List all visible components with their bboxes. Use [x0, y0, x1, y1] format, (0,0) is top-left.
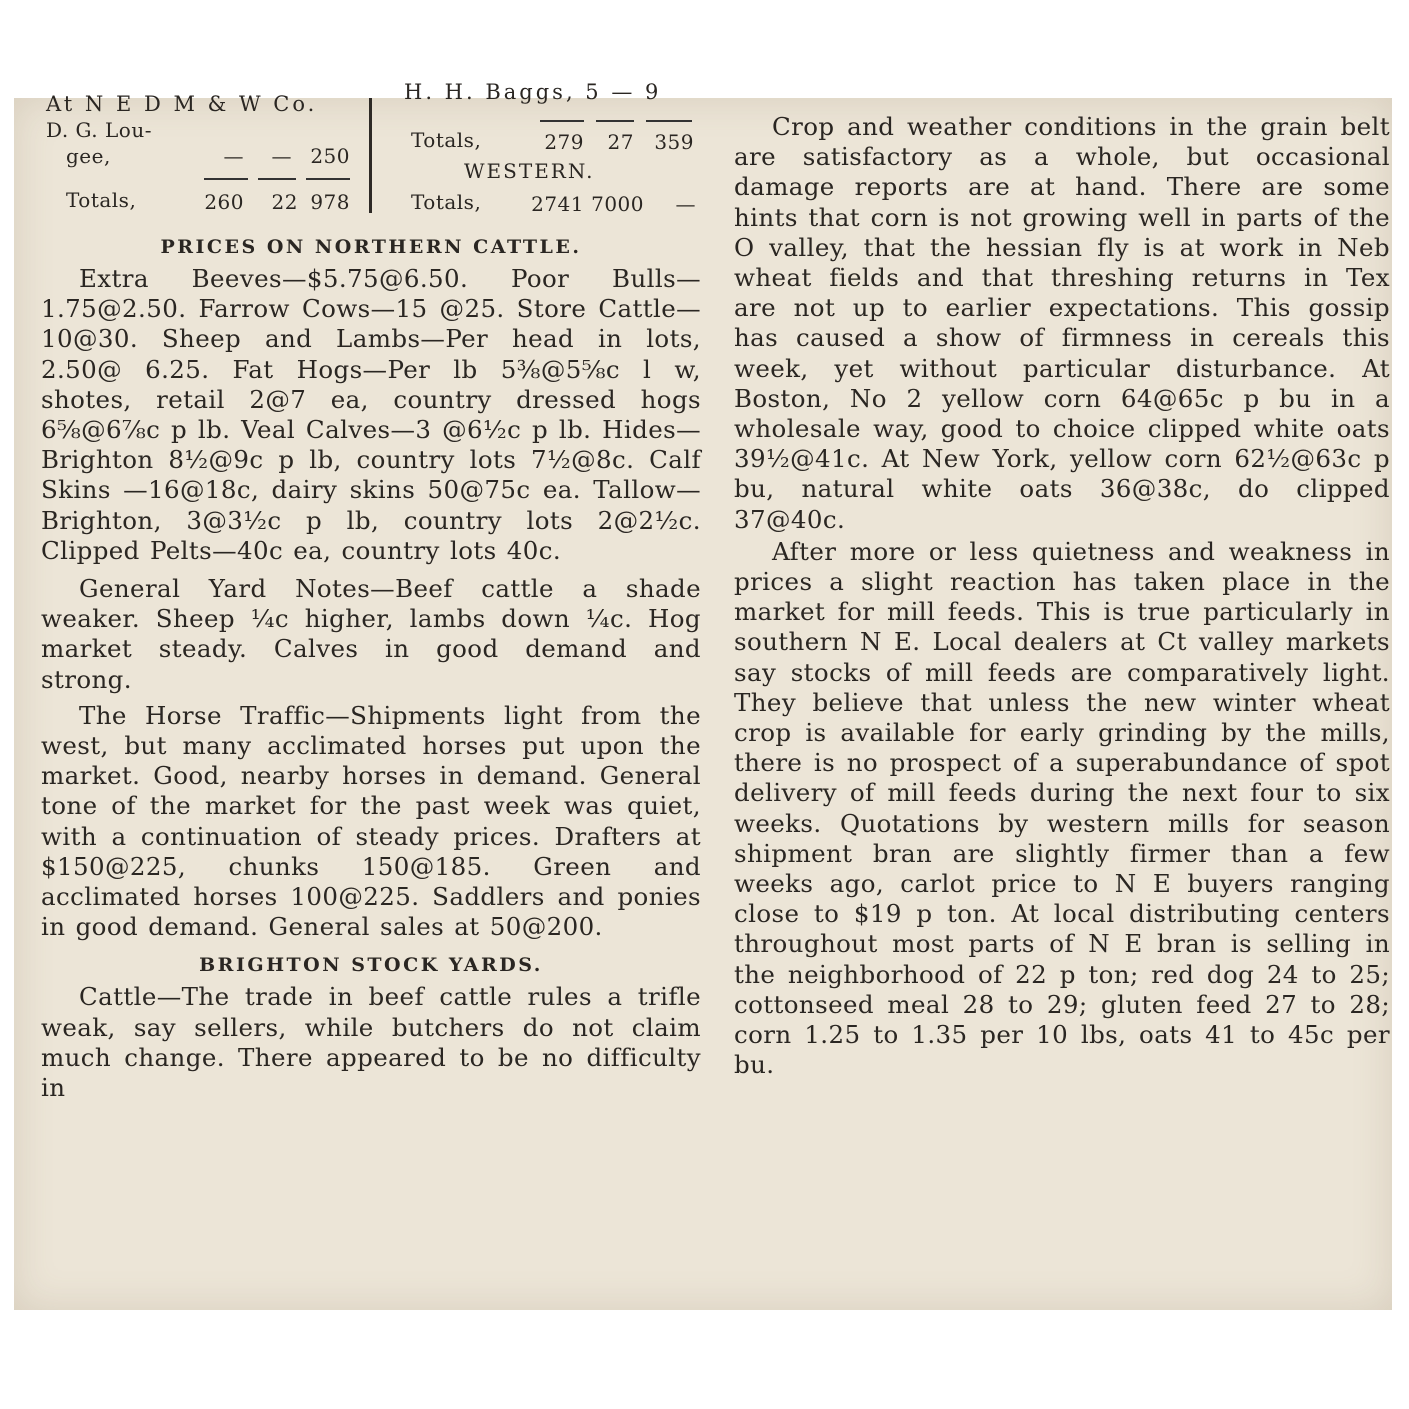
table-cell: 250 — [310, 144, 350, 168]
table-cut-header: H. H. Baggs, 5 — 9 — [404, 80, 662, 104]
table-cell: 978 — [310, 190, 350, 214]
top-middle-table — [374, 80, 704, 216]
section-heading: BRIGHTON STOCK YARDS. — [199, 954, 543, 977]
table-rule — [258, 178, 296, 180]
totals-label: Totals, — [66, 188, 137, 212]
table-cell: 22 — [271, 190, 298, 214]
table-cell: 359 — [654, 130, 694, 154]
section-heading: PRICES ON NORTHERN CATTLE. — [160, 236, 582, 258]
table-rule — [646, 120, 692, 122]
table-rule — [596, 120, 634, 122]
left-column — [41, 236, 701, 1103]
newspaper-clipping — [14, 80, 1392, 1310]
article-paragraph: Extra Beeves—$5.75@6.50. Poor Bulls—1.75@2.50. Farrow Cows—15 @25. Store Cattle—10@30. Sheep and Lambs—Per head in lots, 2.50@ 6.25. Fat Hogs—Per lb 5⅜@5⅝c l w, shotes, retail 2@7 ea, country dressed hogs 6⅝@6⅞c p lb. Veal Calves—3 @6½c p lb. Hides—Brighton 8½@9c p lb, country lots 7½@8c. Calf Skins —16@18c, dairy skins 50@75c ea. Tallow—Brighton, 3@3½c p lb, country lots 2@2½c. Clipped Pelts—40c ea, country lots 40c. — [41, 264, 701, 565]
table-cell: — — [675, 192, 696, 216]
table-cell: 27 — [607, 130, 634, 154]
totals-label: Totals, — [411, 128, 482, 152]
article-paragraph: After more or less quietness and weakness in prices a slight reaction has taken place in the market for mill feeds. This is true particularly in southern N E. Local dealers at Ct valley markets say stocks of mill feeds are comparatively light. They believe that unless the new winter wheat crop is available for early grinding by the mills, there is no prospect of a superabundance of spot delivery of mill feeds during the next four to six weeks. Quotations by western mills for season shipment bran are slightly firmer than a few weeks ago, carlot price to N E buyers ranging close to $19 p ton. At local distributing centers throughout most parts of N E bran is selling in the neighborhood of 22 p ton; red dog 24 to 25; cottonseed meal 28 to 29; gluten feed 27 to 28; corn 1.25 to 1.35 per 10 lbs, oats 41 to 45c per bu. — [734, 536, 1390, 1080]
right-column — [734, 112, 1390, 1081]
table-rule — [306, 178, 350, 180]
table-rule — [540, 120, 584, 122]
table-cell: — — [223, 144, 244, 168]
totals-label: Totals, — [411, 190, 482, 214]
table-row-name: gee, — [66, 144, 111, 168]
table-cut-header: At N E D M & W Co. — [46, 92, 318, 116]
table-cell: 2741 — [531, 192, 584, 216]
table-cell: 260 — [204, 190, 244, 214]
table-cell: 279 — [544, 130, 584, 154]
section-label: WESTERN. — [464, 159, 595, 183]
article-paragraph: General Yard Notes—Beef cattle a shade weaker. Sheep ¼c higher, lambs down ¼c. Hog market steady. Calves in good demand and strong. — [41, 574, 701, 694]
article-paragraph: Crop and weather conditions in the grain belt are satisfactory as a whole, but occasional damage reports are at hand. There are some hints that corn is not growing well in parts of the O valley, that the hessian fly is at work in Neb wheat fields and that threshing returns in Tex are not up to earlier expectations. This gossip has caused a show of firmness in cereals this week, yet without particular disturbance. At Boston, No 2 yellow corn 64@65c p bu in a wholesale way, good to choice clipped white oats 39½@41c. At New York, yellow corn 62½@63c p bu, natural white oats 36@38c, do clipped 37@40c. — [734, 112, 1390, 534]
article-paragraph: Cattle—The trade in beef cattle rules a trifle weak, say sellers, while butchers do not claim much change. There appeared to be no difficulty in — [41, 982, 701, 1103]
top-left-table — [14, 92, 364, 214]
table-row-name: D. G. Lou- — [46, 118, 152, 142]
article-paragraph: The Horse Traffic—Shipments light from the west, but many acclimated horses put upon the market. Good, nearby horses in demand. General tone of the market for the past week was quiet, with a continuation of steady prices. Drafters at $150@225, chunks 150@185. Green and acclimated horses 100@225. Saddlers and ponies in good demand. General sales at 50@200. — [41, 700, 701, 942]
table-cell: — — [271, 144, 292, 168]
table-cell: 7000 — [591, 192, 644, 216]
column-rule — [369, 98, 372, 213]
table-rule — [204, 178, 248, 180]
